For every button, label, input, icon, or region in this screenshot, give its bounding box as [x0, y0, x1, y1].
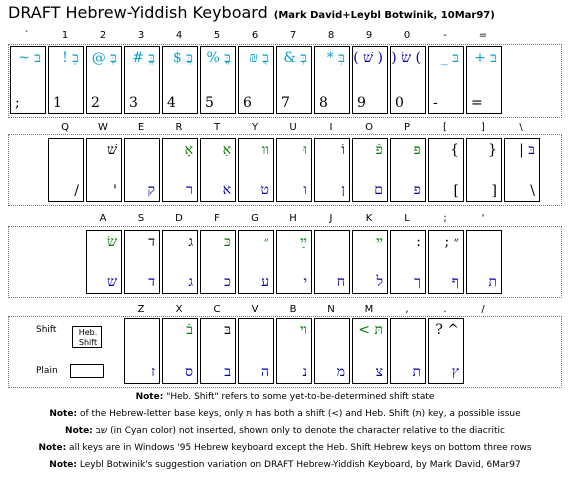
key-shift-char: אָ [184, 142, 193, 158]
key-label-row1-5: 5 [213, 30, 221, 41]
key-shift-char: פּ [413, 142, 421, 158]
row1-frame [8, 44, 562, 118]
key-base-char: ] [491, 183, 497, 199]
key-shift-char: ) שׂ ( [391, 50, 421, 66]
key-label-row3-2: D [175, 213, 183, 224]
key-base-char: ף [451, 274, 459, 290]
key-shift-char: # בֱּ [132, 50, 155, 66]
key-base-char: / [74, 183, 79, 199]
key-shift-char: : [416, 234, 421, 250]
key-base-char: 1 [53, 95, 62, 111]
key-base-char: צ [375, 364, 383, 380]
key-base-char: 7 [281, 95, 290, 111]
key-base-char: [ [453, 183, 459, 199]
key-base-char: ע [261, 274, 269, 290]
key-base-char: ו [303, 182, 307, 198]
key-label-row1-0: ` [24, 30, 30, 41]
subtitle-text: (Mark David+Leybl Botwinik, 10Mar97) [273, 10, 495, 21]
key-shift-char: } [488, 142, 497, 158]
key-base-char: 2 [91, 95, 100, 111]
key-shift-char: ײַ [300, 234, 307, 250]
note-text: of the Hebrew-letter base keys, only תּ has both a shift (<) and Heb. Shift (תּ) key, a possible issue [77, 409, 521, 419]
key-label-row1-12: = [478, 30, 488, 41]
note-3 [0, 443, 570, 453]
key-shift-char: ״ [263, 234, 269, 250]
key-shift-char: ג [188, 234, 193, 250]
note-prefix: Note: [135, 392, 164, 402]
row3-frame [8, 226, 562, 298]
key-base-char: 6 [243, 95, 252, 111]
key-label-row1-11: - [443, 30, 447, 41]
key-shift-char: ד [148, 234, 155, 250]
note-prefix: Note: [65, 426, 93, 436]
key-shift-char: וֹ [341, 142, 345, 158]
key-label-row2-2: E [137, 122, 145, 133]
key-label-row4-0: Z [137, 304, 145, 315]
title-text: DRAFT Hebrew-Yiddish Keyboard [8, 3, 268, 22]
key-label-row4-1: X [175, 304, 183, 315]
key-shift-char: { [450, 142, 459, 158]
key-label-row1-8: 8 [327, 30, 335, 41]
key-base-char: א [222, 182, 231, 198]
key-base-char: - [433, 95, 438, 111]
key-label-row2-9: P [403, 122, 411, 133]
note-prefix: Note: [49, 460, 78, 470]
key-shift-char: & בְּ [283, 50, 307, 66]
key-base-char: ק [147, 182, 155, 198]
key-base-char: ר [186, 182, 193, 198]
note-0 [0, 392, 570, 402]
key-label-row1-10: 0 [403, 30, 411, 41]
key-label-row3-0: A [99, 213, 107, 224]
key-base-char: \ [530, 183, 535, 199]
key-base-char: ' [113, 183, 117, 199]
key-label-row4-5: N [327, 304, 335, 315]
key-label-row2-12: \ [519, 122, 523, 133]
key-base-char: ל [376, 274, 383, 290]
key-shift-char: אַ [222, 142, 231, 158]
key-base-char: 9 [357, 95, 366, 111]
key-label-row4-3: V [251, 304, 259, 315]
key-base-char: כ [224, 274, 231, 290]
key-shift-char: שׁ [107, 142, 117, 158]
note-prefix: Note: [38, 443, 67, 453]
key-label-row1-9: 9 [365, 30, 373, 41]
key-label-row1-6: 6 [251, 30, 259, 41]
key-shift-char: וּ [303, 142, 307, 158]
key-shift-char: _ בּ [440, 50, 459, 66]
key-label-row2-4: T [213, 122, 221, 133]
key-label-row4-2: C [213, 304, 221, 315]
key-shift-char: * בִּ [326, 50, 345, 66]
key-shift-char: וו [261, 142, 269, 158]
key-shift-char: $ בֲּ [172, 50, 193, 66]
key-label-row2-1: W [98, 122, 108, 133]
key-base-char: ץ [451, 364, 459, 380]
key-base-char: = [471, 95, 483, 111]
heb-shift-label: Heb. Shift [78, 328, 98, 347]
key-shift-char: ~ בּ [18, 50, 41, 66]
key-base-char: ; [15, 95, 20, 111]
key-base-char: ך [414, 274, 421, 290]
key-base-char: ן [341, 182, 345, 198]
key-shift-char: ; ״ [444, 234, 459, 250]
key-base-char: ם [374, 182, 383, 198]
key-base-char: ג [188, 274, 193, 290]
row2-frame [8, 134, 562, 206]
key-label-row3-5: H [289, 213, 297, 224]
key-base-char: נ [302, 364, 307, 380]
key-label-row2-3: R [175, 122, 183, 133]
key-base-char: 3 [129, 95, 138, 111]
key-label-row4-7: , [405, 304, 409, 315]
key-shift-char: ײ [376, 234, 383, 250]
key-shift-char: כּ [224, 234, 231, 250]
key-shift-char: ₪ בֻּ [249, 50, 269, 66]
key-base-char: ט [260, 182, 269, 198]
key-label-row3-1: S [137, 213, 145, 224]
key-label-row2-5: Y [251, 122, 259, 133]
key-shift-char: @ בֶּ [91, 50, 117, 66]
key-label-row2-7: I [329, 122, 333, 133]
key-base-char: ה [260, 364, 269, 380]
key-shift-char: ( שׁ ) [353, 50, 383, 66]
key-label-row4-8: . [443, 304, 447, 315]
key-shift-char: פֿ [375, 142, 383, 158]
note-text: "Heb. Shift" refers to some yet-to-be-determined shift state [163, 392, 435, 402]
note-2 [0, 426, 570, 436]
key-label-row3-8: L [404, 213, 410, 224]
key-base-char: ד [148, 274, 155, 290]
key-label-row4-9: / [481, 304, 485, 315]
key-shift-char: בּ [224, 322, 231, 338]
key-label-row1-7: 7 [289, 30, 297, 41]
key-base-char: ב [224, 364, 231, 380]
key-label-row3-9: ; [443, 213, 447, 224]
plain-legend-box [70, 364, 104, 378]
note-1 [0, 409, 570, 419]
key-label-row2-8: O [365, 122, 373, 133]
key-shift-char: + בּ [474, 50, 497, 66]
key-label-row3-3: F [214, 213, 220, 224]
key-label-row3-10: ' [481, 213, 485, 224]
note-text: שב (in Cyan color) not inserted, shown only to denote the character relative to the diacritic [92, 426, 505, 436]
key-shift-char: % בֳּ [206, 50, 231, 66]
key-base-char: 8 [319, 95, 328, 111]
note-text: Leybl Botwinik's suggestion variation on DRAFT Hebrew-Yiddish Keyboard, by Mark David, 6Mar97 [77, 460, 521, 470]
key-label-row1-2: 2 [99, 30, 107, 41]
page-title [8, 3, 495, 22]
key-shift-char: | בּ [519, 142, 535, 158]
key-base-char: ת [412, 364, 421, 380]
key-base-char: 5 [205, 95, 214, 111]
key-base-char: י [303, 274, 307, 290]
key-base-char: 4 [167, 95, 176, 111]
plain-label: Plain [36, 366, 58, 376]
key-label-row2-6: U [289, 122, 297, 133]
key-label-row2-11: ] [481, 122, 485, 133]
key-label-row1-4: 4 [175, 30, 183, 41]
key-base-char: ס [185, 364, 193, 380]
key-label-row1-1: 1 [61, 30, 69, 41]
key-base-char: מ [336, 364, 345, 380]
heb-shift-legend-box [72, 326, 102, 348]
key-shift-char: ױ [300, 322, 307, 338]
key-label-row4-4: B [289, 304, 297, 315]
key-label-row3-6: J [329, 213, 333, 224]
key-base-char: ח [336, 274, 345, 290]
key-base-char: 0 [395, 95, 404, 111]
key-base-char: פ [413, 182, 421, 198]
key-shift-char: < תּ [358, 322, 383, 338]
key-label-row3-7: K [365, 213, 373, 224]
key-shift-char: בֿ [186, 322, 193, 338]
note-prefix: Note: [49, 409, 78, 419]
note-4 [0, 460, 570, 470]
key-base-char: ש [107, 274, 117, 290]
key-label-row2-10: [ [443, 122, 447, 133]
key-label-row4-6: M [364, 304, 374, 315]
shift-label: Shift [36, 325, 57, 335]
key-shift-char: שׂ [107, 234, 117, 250]
key-base-char: ז [151, 364, 155, 380]
key-label-row3-4: G [251, 213, 259, 224]
key-label-row1-3: 3 [137, 30, 145, 41]
key-label-row2-0: Q [61, 122, 69, 133]
key-shift-char: ? ^ [435, 322, 459, 338]
key-shift-char: ! בֵּ [62, 50, 79, 66]
key-base-char: ת [488, 274, 497, 290]
note-text: all keys are in Windows '95 Hebrew keyboard except the Heb. Shift Hebrew keys on bottom three rows [66, 443, 532, 453]
